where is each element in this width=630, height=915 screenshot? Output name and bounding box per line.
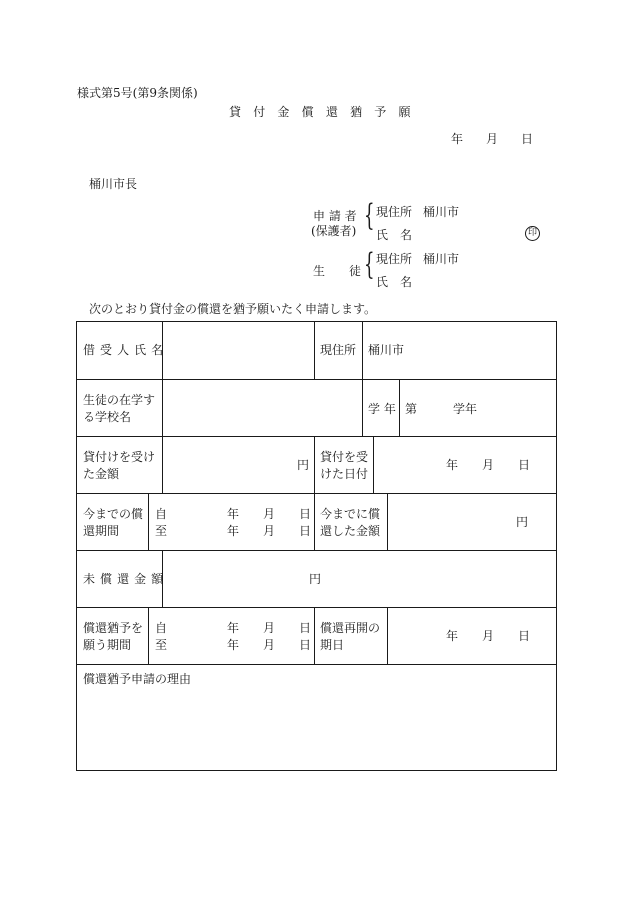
loan-date-year: 年 bbox=[446, 458, 459, 472]
addressee: 桶川市長 bbox=[89, 177, 138, 191]
applicant-address-label: 現住所 bbox=[376, 205, 413, 219]
past-period-from-year: 年 bbox=[227, 507, 240, 521]
past-period-to-month: 月 bbox=[263, 524, 276, 538]
date-year: 年 bbox=[451, 132, 464, 146]
grade-suffix: 学年 bbox=[453, 402, 478, 416]
student-brace: { bbox=[364, 247, 375, 282]
loan-amount-yen: 円 bbox=[297, 458, 310, 472]
borrower-name-label: 借受人氏名 bbox=[83, 343, 169, 357]
reason-field[interactable] bbox=[78, 690, 555, 768]
repaid-label-2: 還した金額 bbox=[320, 524, 381, 538]
deferral-period-label-1: 償還猶予を bbox=[83, 621, 144, 635]
past-period-to-year: 年 bbox=[227, 524, 240, 538]
applicant-role-guardian: (保護者) bbox=[311, 224, 357, 238]
school-label-1: 生徒の在学す bbox=[83, 393, 156, 407]
loan-date-month: 月 bbox=[482, 458, 495, 472]
deferral-from-day: 日 bbox=[299, 621, 312, 635]
past-period-label-1: 今までの償 bbox=[83, 507, 144, 521]
deferral-from-month: 月 bbox=[263, 621, 276, 635]
student-name-label: 氏 名 bbox=[376, 275, 413, 289]
student-role: 生 徒 bbox=[313, 264, 362, 278]
reason-label: 償還猶予申請の理由 bbox=[83, 672, 192, 686]
resume-label-2: 期日 bbox=[320, 638, 345, 652]
deferral-to-year: 年 bbox=[227, 638, 240, 652]
deferral-to: 至 bbox=[155, 638, 168, 652]
deferral-to-month: 月 bbox=[263, 638, 276, 652]
past-period-from: 自 bbox=[155, 507, 168, 521]
student-address-value: 桶川市 bbox=[423, 252, 460, 266]
deferral-period-label-2: 願う期間 bbox=[83, 638, 132, 652]
deferral-from-year: 年 bbox=[227, 621, 240, 635]
resume-label-1: 償還再開の bbox=[320, 621, 381, 635]
past-period-label-2: 還期間 bbox=[83, 524, 120, 538]
date-month: 月 bbox=[486, 132, 499, 146]
deferral-form-table bbox=[76, 321, 557, 771]
seal-icon: 印 bbox=[525, 226, 540, 241]
school-label-2: る学校名 bbox=[83, 410, 132, 424]
loan-amount-label-1: 貸付けを受け bbox=[83, 450, 156, 464]
unpaid-label: 未償還金額 bbox=[83, 572, 169, 586]
unpaid-yen: 円 bbox=[309, 572, 322, 586]
current-address-value[interactable]: 桶川市 bbox=[368, 343, 405, 357]
current-address-label: 現住所 bbox=[320, 343, 357, 357]
loan-date-label-2: けた日付 bbox=[320, 467, 369, 481]
applicant-role: 申 請 者 bbox=[313, 209, 357, 223]
past-period-from-month: 月 bbox=[263, 507, 276, 521]
school-name-field[interactable] bbox=[163, 380, 361, 435]
grade-prefix: 第 bbox=[405, 402, 418, 416]
deferral-to-day: 日 bbox=[299, 638, 312, 652]
resume-day: 日 bbox=[518, 629, 531, 643]
borrower-name-field[interactable] bbox=[163, 323, 313, 378]
page-title: 貸 付 金 償 還 猶 予 願 bbox=[229, 105, 415, 119]
repaid-label-1: 今までに償 bbox=[320, 507, 381, 521]
deferral-from: 自 bbox=[155, 621, 168, 635]
applicant-brace: { bbox=[364, 198, 375, 233]
past-period-to: 至 bbox=[155, 524, 168, 538]
loan-date-label-1: 貸付を受 bbox=[320, 450, 369, 464]
applicant-name-label: 氏 名 bbox=[376, 228, 413, 242]
past-period-to-day: 日 bbox=[299, 524, 312, 538]
loan-amount-label-2: た金額 bbox=[83, 467, 120, 481]
grade-label: 学 年 bbox=[368, 402, 396, 416]
intro-text: 次のとおり貸付金の償還を猶予願いたく申請します。 bbox=[89, 302, 377, 316]
repaid-yen: 円 bbox=[516, 515, 529, 529]
loan-date-day: 日 bbox=[518, 458, 531, 472]
form-number: 様式第5号(第9条関係) bbox=[77, 86, 198, 100]
date-day: 日 bbox=[521, 132, 534, 146]
resume-year: 年 bbox=[446, 629, 459, 643]
resume-month: 月 bbox=[482, 629, 495, 643]
applicant-address-value: 桶川市 bbox=[423, 205, 460, 219]
student-address-label: 現住所 bbox=[376, 252, 413, 266]
past-period-from-day: 日 bbox=[299, 507, 312, 521]
